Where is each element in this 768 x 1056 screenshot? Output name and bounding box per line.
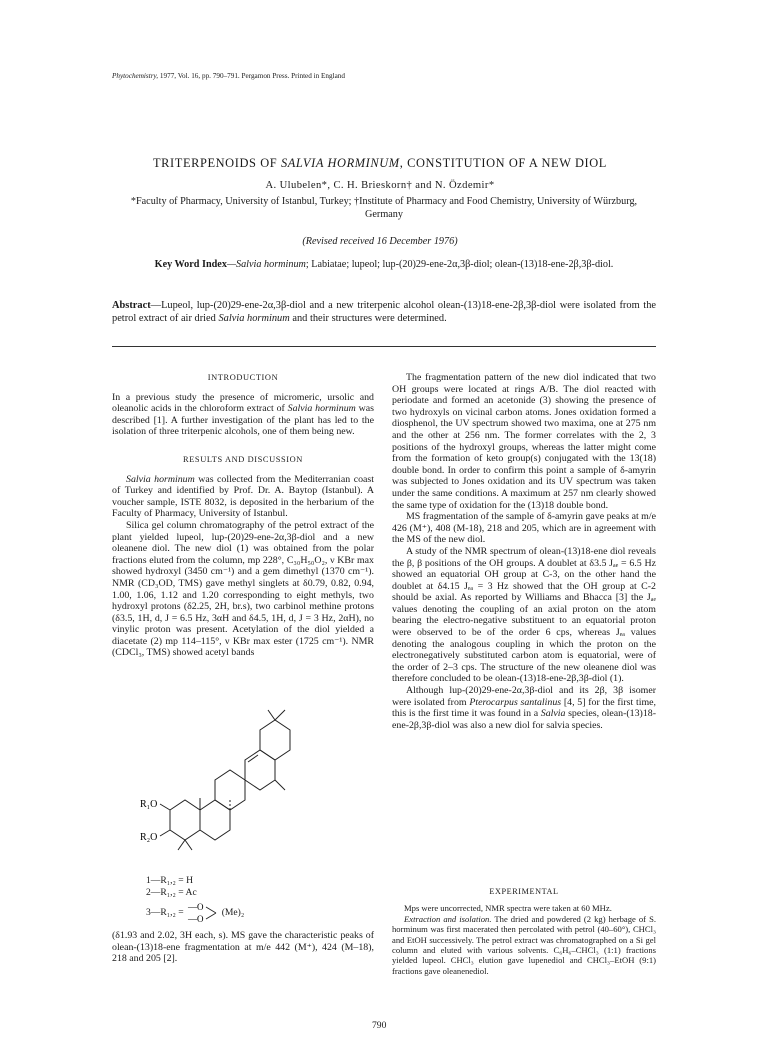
experimental-heading: EXPERIMENTAL: [489, 887, 559, 896]
abstract-species: Salvia horminum: [218, 312, 290, 324]
svg-text:—O: —O: [187, 902, 204, 912]
revised-date: (Revised received 16 December 1976): [302, 236, 458, 247]
p4-text: species, olean-(13)18-ene-2β,3β-diol was also a new diol for salvia species.: [392, 708, 656, 731]
results-heading: RESULTS AND DISCUSSION: [183, 454, 303, 464]
keywords-label: Key Word Index: [154, 259, 227, 270]
oxygen-bond: [160, 830, 170, 836]
abstract: [112, 300, 656, 326]
title-part: , CONSTITUTION OF A NEW DIOL: [399, 156, 607, 170]
structure-diagram: [140, 690, 330, 870]
affiliation: *Faculty of Pharmacy, University of Istanbul, Turkey; †Institute of Pharmacy and Food Chemistry, University of Würzburg, Germany: [130, 196, 638, 220]
methyl-bond: [275, 710, 285, 720]
results-continued: [112, 930, 374, 965]
p4-text: Although lup-(20)29-ene-2α,3β-diol and its 2β, 3β isomer were isolated from: [392, 685, 656, 708]
experimental-paragraph-2: [392, 914, 656, 976]
legend-item-3-group: (Me)₂: [221, 907, 245, 919]
p4-text: [4, 5] for the first time, this is the first time it was found in a: [392, 696, 656, 720]
experimental-subheading: Extraction and isolation.: [404, 913, 492, 924]
methyl-bond: [185, 840, 192, 850]
intro-text: was described [1]. A further investigation of the plant has led to the isolation of three triterpenic alcohols, one of them being new.: [112, 403, 374, 438]
results-paragraph-3: (δ1.93 and 2.02, 3H each, s). MS gave the characteristic peaks of olean-(13)18-ene fragmentation at m/e 442 (M⁺), 424 (M–18), 218 and 205 [2].: [112, 930, 374, 965]
p4-species: Pterocarpus santalinus: [469, 696, 562, 708]
methyl-bond: [268, 710, 275, 720]
title-species: SALVIA HORMINUM: [280, 156, 400, 170]
page-number: 790: [372, 1020, 387, 1031]
key-word-index: [112, 259, 656, 270]
structure-legend: [146, 875, 244, 924]
legend-item-3: [146, 902, 244, 924]
journal-name: Phytochemistry,: [112, 72, 159, 80]
ring-d: [245, 750, 275, 790]
results-species: Salvia horminum: [126, 473, 195, 485]
experimental-section: [392, 887, 656, 976]
results-paragraph-2: Silica gel column chromatography of the petrol extract of the plant yielded lupeol, lup-(20)29-ene-2α,3β-diol and a new oleanene diol. The new diol (1) was obtained from the polar fractions eluted from the column, mp 228°, C₃₀H₅₀O₂, ν KBr max showed hydroxyl (3450 cm⁻¹) and a gem dimethyl (1370 cm⁻¹). NMR (CD₃OD, TMS) gave methyl singlets at δ0.79, 0.82, 0.94, 1.00, 1.06, 1.12 and 1.20 corresponding to eight methyls, two hydroxyl protons (δ2.25, 2H, br.s), two carbinol methine protons (δ3.5, 1H, d, J = 6.5 Hz, 3αH and δ4.5, 1H, d, J = 3 Hz, 2αH), no vinylic proton was present. Acetylation of the diol yielded a diacetate (2) mp 114–115°, ν KBr max ester (1725 cm⁻¹). NMR (CDCl₃, TMS) showed acetyl bands: [112, 519, 374, 659]
results-paragraph-1: [112, 474, 374, 520]
double-bond: [248, 755, 258, 762]
abstract-label: Abstract: [112, 300, 151, 311]
intro-text: In a previous study the presence of micromeric, ursolic and oleanolic acids in the chloroform extract of: [112, 391, 374, 415]
ring-skeleton: [160, 710, 290, 850]
results-text: was collected from the Mediterranian coast of Turkey and identified by Prof. Dr. A. Baytop (Istanbul). A voucher sample, ISTE 8032, is deposited in the herbarium of the Faculty of Pharmacy, University of Istanbul.: [112, 473, 374, 520]
abstract-text: and their structures were determined.: [289, 312, 447, 324]
running-head: [112, 72, 345, 80]
introduction-heading: INTRODUCTION: [207, 373, 279, 382]
paper-title: [100, 156, 660, 171]
svg-text:—O: —O: [187, 914, 204, 924]
methyl-bond: [275, 780, 285, 790]
title-part: TRITERPENOIDS OF: [153, 156, 281, 170]
intro-species: Salvia horminum: [287, 403, 356, 415]
keywords-list: ; Labiatae; lupeol; lup-(20)29-ene-2α,3β-diol; olean-(13)18-ene-2β,3β-diol.: [305, 259, 614, 270]
ring-a: [170, 800, 200, 840]
methyl-bond: [178, 840, 185, 850]
journal-details: 1977, Vol. 16, pp. 790–791. Pergamon Press. Printed in England: [158, 72, 345, 80]
keywords-species: —Salvia horminum: [226, 259, 306, 270]
legend-item-1: 1—R₁,₂ = H: [146, 875, 194, 886]
abstract-text: —Lupeol, lup-(20)29-ene-2α,3β-diol and a new triterpenic alcohol olean-(13)18-ene-2β,3β-diol were isolated from the petrol extract of air dried: [112, 300, 656, 324]
section-divider: [112, 346, 656, 347]
legend-item-3-label: 3—R₁,₂ =: [146, 907, 184, 919]
right-column: [392, 372, 656, 731]
right-paragraph-1: The fragmentation pattern of the new diol indicated that two OH groups were located at rings A/B. The diol reacted with periodate and formed an acetonide (3) showing the presence of two hydroxyls on vicinal carbon atoms. Jones oxidation formed a diosphenol, the UV spectrum showed two maxima, one at 275 nm and the other at 256 nm. The former correlates with the 2, 3 positions of the hydroxyl groups, whereas the latter might come from the formation of keto group(s) conjugated with the 13(18) double bond. In order to confirm this point a sample of δ-amyrin was subjected to Jones oxidation and its UV spectrum was taken under the same conditions. A maximum at 257 nm clearly showed the same type of oxidation for the (13)18 double bond.: [392, 372, 656, 511]
legend-item-2: 2—R₁,₂ = Ac: [146, 886, 197, 898]
right-paragraph-4: [392, 685, 656, 731]
left-column: [112, 372, 374, 659]
intro-paragraph: [112, 392, 374, 438]
experimental-paragraph-1: Mps were uncorrected, NMR spectra were taken at 60 MHz.: [404, 903, 612, 914]
ring-b: [200, 800, 230, 840]
experimental-text: The dried and powdered (2 kg) herbage of S. horminum was first macerated then percolated with petrol (40–60°), CHCl₃ and EtOH successively. The petrol extract was chromatographed on a Si gel column and eluted with various solvents. C₆H₆–CHCl₃ (1:1) fractions yielded lupeol. CHCl₃ elution gave lupenediol and CHCl₃–EtOH (9:1) fractions gave oleanenediol.: [392, 913, 656, 976]
ring-e: [260, 720, 290, 760]
oxygen-bond: [160, 804, 170, 810]
right-paragraph-3: A study of the NMR spectrum of olean-(13)18-ene diol reveals the β, β positions of the OH groups. A doublet at δ3.5 Jₐₑ = 6.5 Hz showed an equatorial OH group at C-3, on the other hand the doublet at δ4.15 Jₑₐ = 3 Hz showed that the OH group at C-2 should be axial. As reported by Williams and Bhacca [3] the Jₐₑ values denoting the coupling of an axial proton on the atom bearing the electro-negative substituent to an equatorial proton were observed to be of the order 6 cps, whereas Jₑₐ values denoting the analogous coupling in which the proton on the electronegatively substituted carbon atom is equatorial, were of the order of 2–3 cps. The structure of the new oleanene diol was therefore concluded to be olean-(13)18-ene-2β,3β-diol (1).: [392, 545, 656, 685]
right-paragraph-2: MS fragmentation of the sample of δ-amyrin gave peaks at m/e 426 (M⁺), 408 (M-18), 218 and 205, which are in agreement with the MS of the new diol.: [392, 511, 656, 546]
authors: A. Ulubelen*, C. H. Brieskorn† and N. Özdemir*: [265, 180, 495, 191]
p4-genus: Salvia: [540, 708, 566, 720]
acetonide-bracket: [186, 902, 220, 924]
r1-label: R₁O: [140, 799, 158, 810]
r2-label: R₂O: [140, 832, 158, 843]
